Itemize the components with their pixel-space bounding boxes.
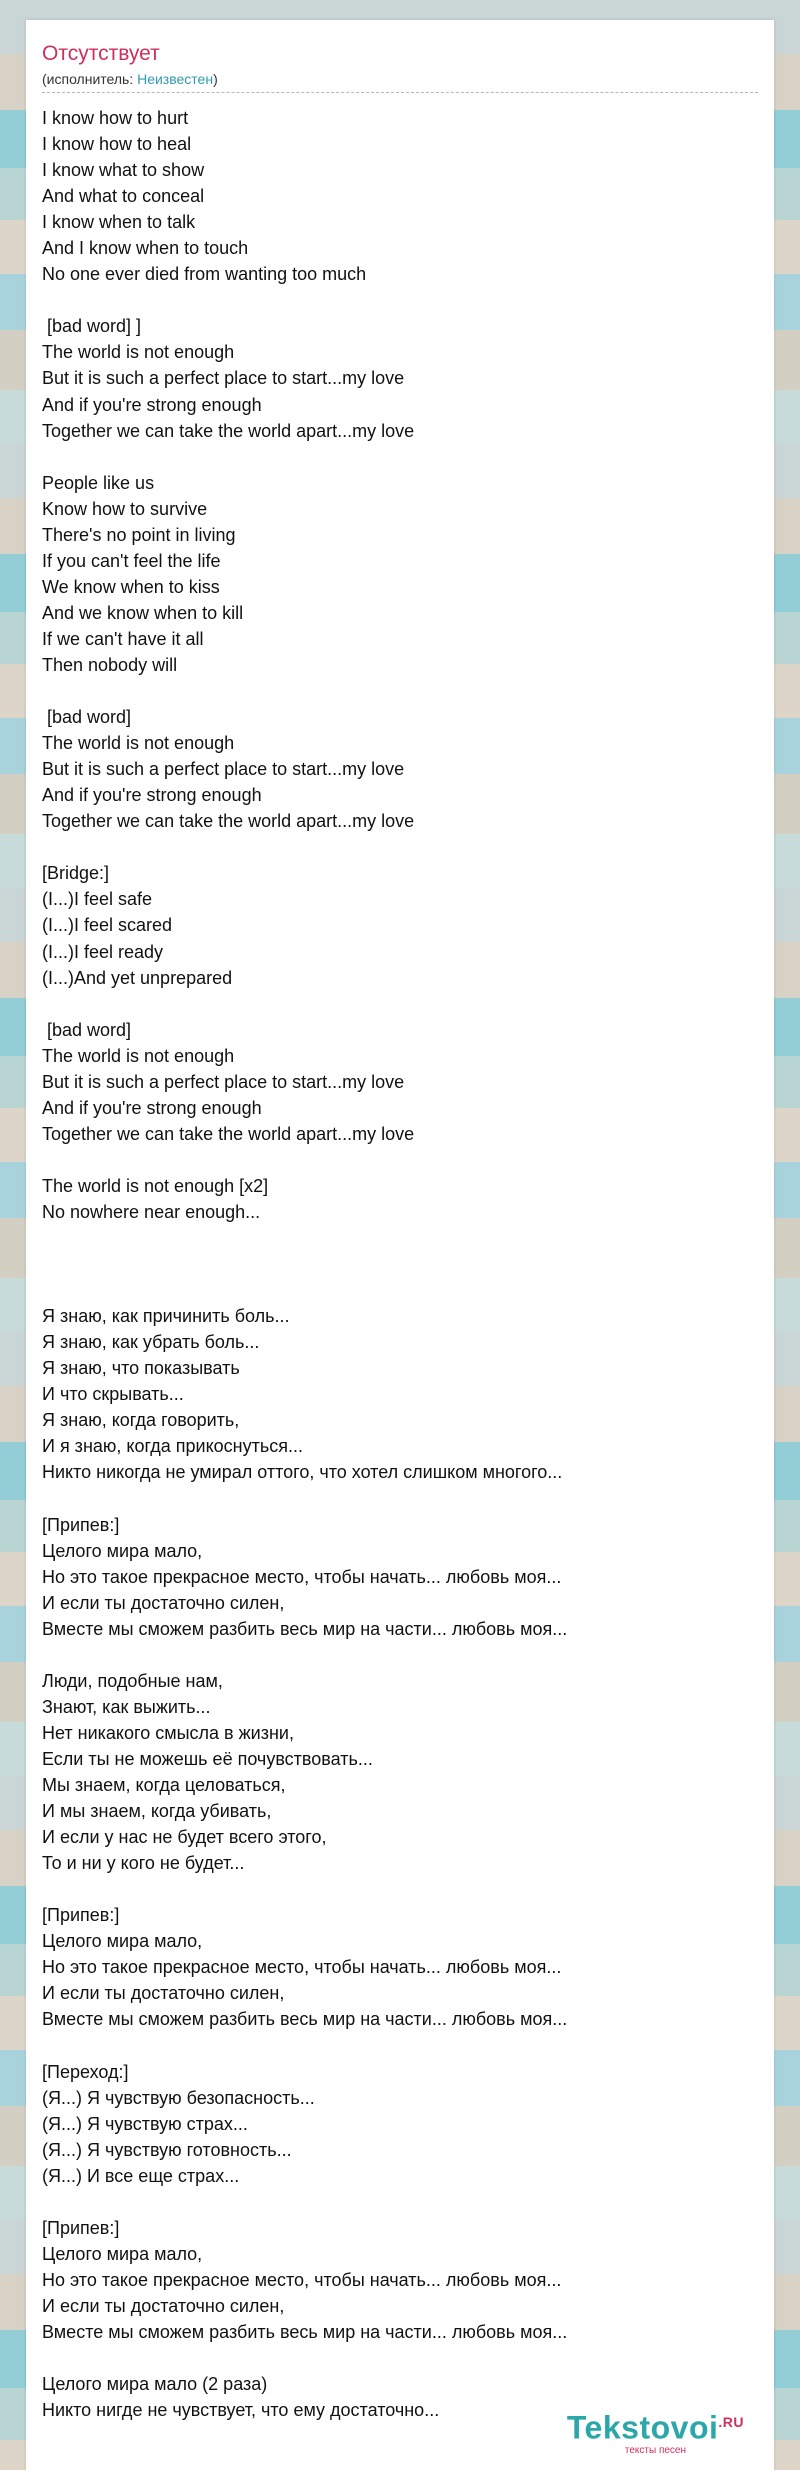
artist-prefix: (исполнитель: [42,71,138,87]
logo-wordmark [567,2406,744,2444]
artist-suffix: ) [213,71,218,87]
lyrics-card [26,20,774,2470]
artist-line [42,70,218,88]
logo-tld: .RU [718,2414,744,2431]
lyrics-text: I know how to hurt I know how to heal I know what to show And what to conceal I know when to talk And I know when to touch No one ever died from wanting too much [bad word] ] The world is not enough But it is such a perfect place to start...my love And if you're strong enough Together we can take the world apart...my love People like us Know how to survive There's no point in living If you can't feel the life We know when to kiss And we know when to kill If we can't have it all Then nobody will [bad word] The world is not enough But it is such a perfect place to start...my love And if you're strong enough Together we can take the world apart...my love [Bridge:] (I...)I feel safe (I...)I feel scared (I...)I feel ready (I...)And yet unprepared [bad word] The world is not enough But it is such a perfect place to start...my love And if you're strong enough Together we can take the world apart...my love The world is not enough [x2] No nowhere near enough... Я знаю, как причинить боль... Я знаю, как убрать боль... Я знаю, что показывать И что скрывать... Я знаю, когда говорить, И я знаю, когда прикоснуться... Никто никогда не умирал оттого, что хотел слишком многого... [Припев:] Целого мира мало, Но это такое прекрасное место, чтобы начать... любовь моя... И если ты достаточно силен, Вместе мы сможем разбить весь мир на части... любовь моя... Люди, подобные нам, Знают, как выжить... Нет никакого смысла в жизни, Если ты не можешь её почувствовать... Мы знаем, когда целоваться, И мы знаем, когда убивать, И если у нас не будет всего этого, То и ни у кого не будет... [Припев:] Целого мира мало, Но это такое прекрасное место, чтобы начать... любовь моя... И если ты достаточно силен, Вместе мы сможем разбить весь мир на части... любовь моя... [Переход:] (Я...) Я чувствую безопасность... (Я...) Я чувствую страх... (Я...) Я чувствую готовность... (Я...) И все еще страх... [Припев:] Целого мира мало, Но это такое прекрасное место, чтобы начать... любовь моя... И если ты достаточно силен, Вместе мы сможем разбить весь мир на части... любовь моя... Целого мира мало (2 раза) Никто нигде не чувствует, что ему достаточно... [42,108,568,2421]
divider [42,92,758,93]
logo-name: Tekstovoi [566,2410,719,2446]
logo-tagline: тексты песен [624,2445,686,2456]
site-logo[interactable] [567,2406,744,2456]
song-title: Отсутствует [42,42,160,65]
artist-link[interactable]: Неизвестен [137,71,214,87]
